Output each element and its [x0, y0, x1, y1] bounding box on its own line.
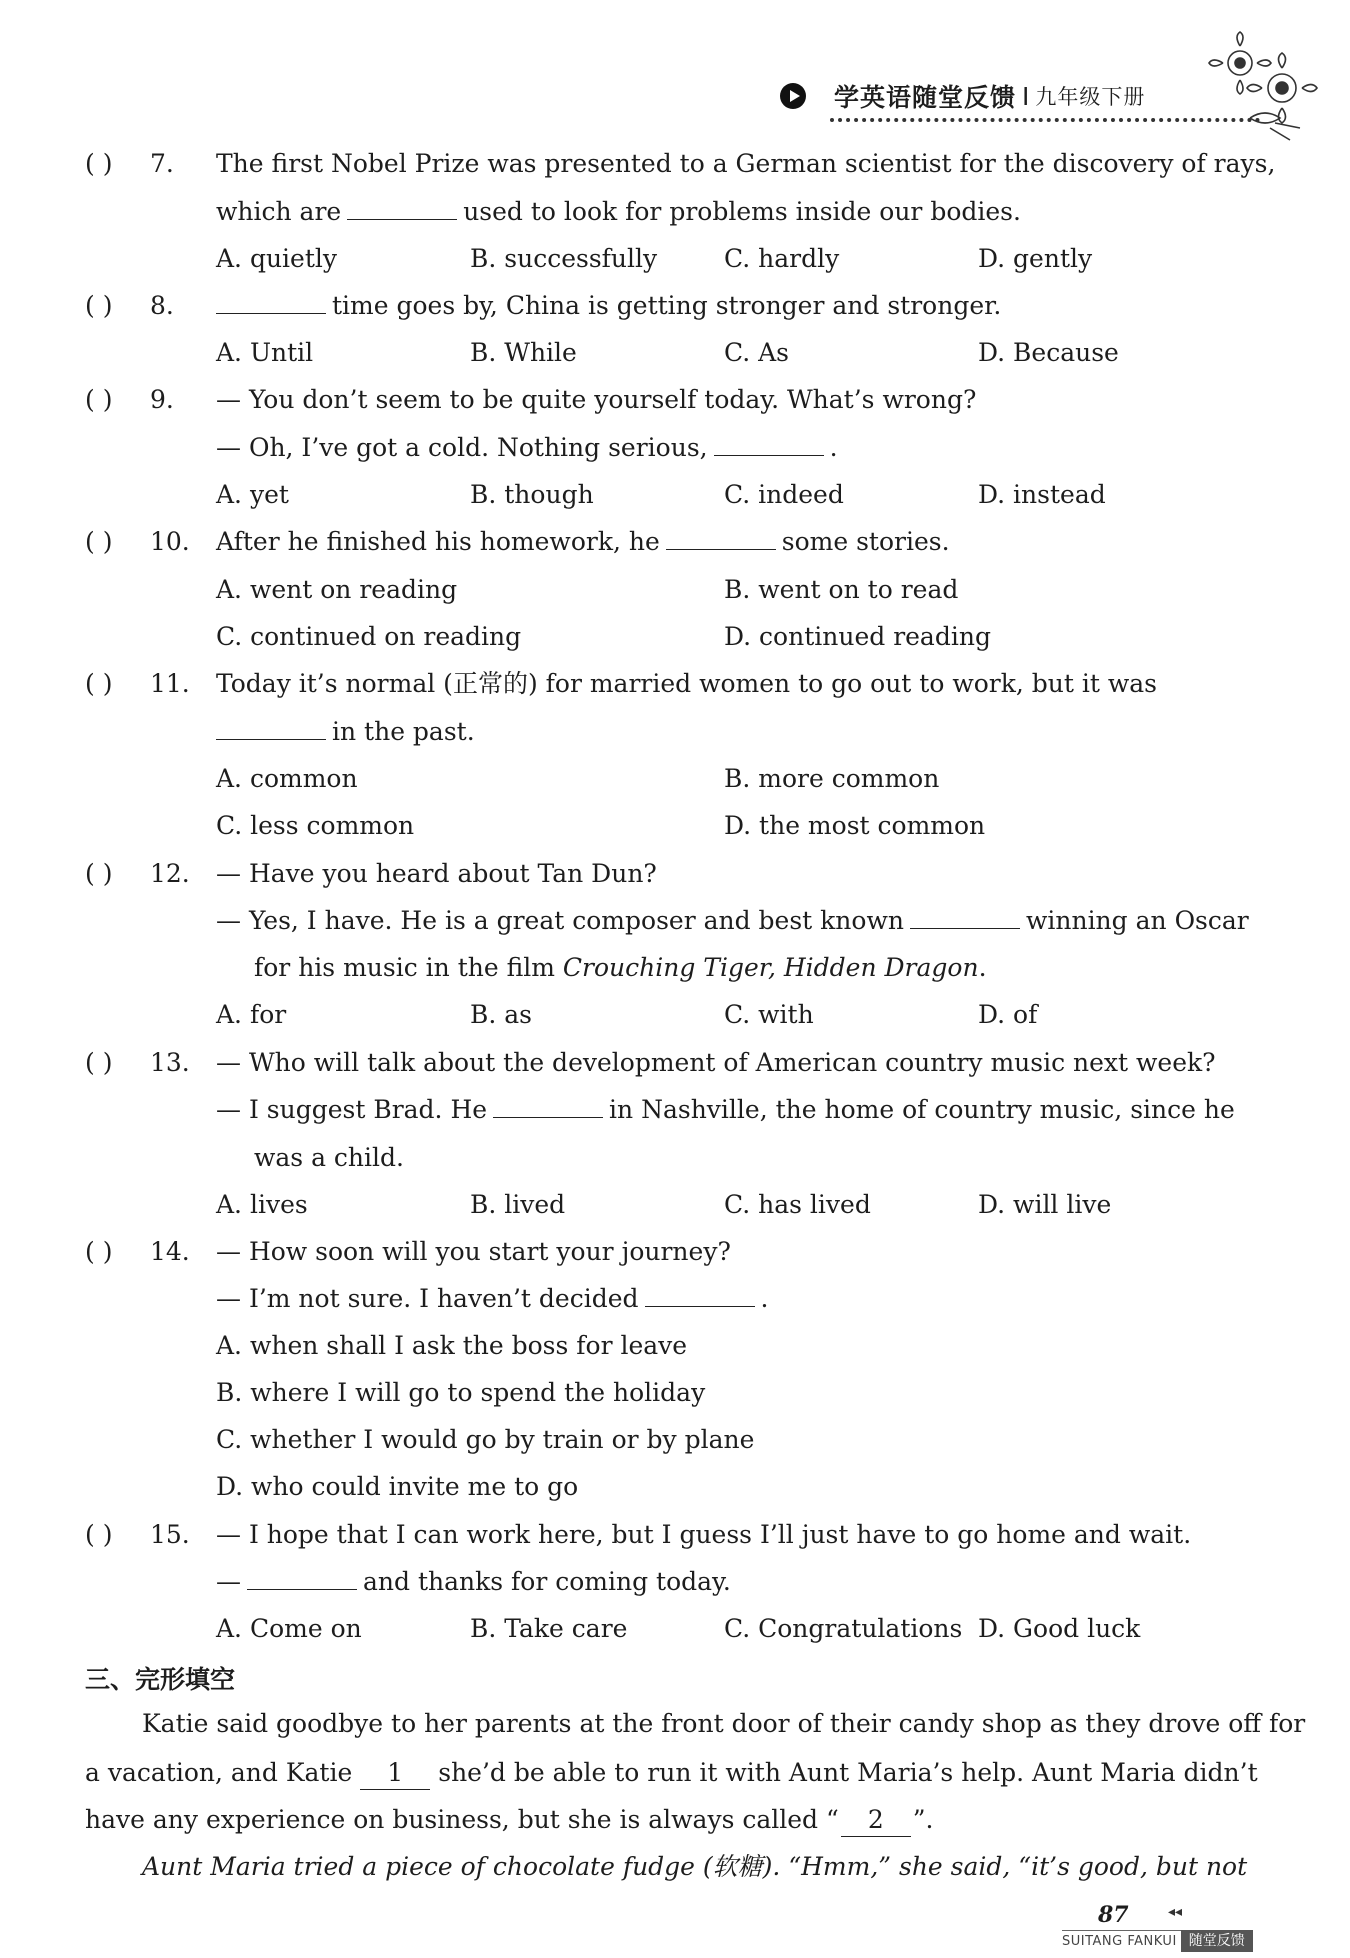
option-d[interactable]: D. gently: [978, 244, 1093, 273]
option-b[interactable]: B. though: [470, 480, 594, 509]
book-subtitle: 九年级下册: [1035, 85, 1146, 109]
cloze-blank-2[interactable]: 2: [841, 1804, 911, 1837]
footer-brand: [1062, 1930, 1253, 1952]
answer-blank[interactable]: [645, 1280, 755, 1307]
question-stem: [216, 1279, 768, 1319]
play-icon: [780, 83, 806, 109]
answer-blank[interactable]: [247, 1563, 357, 1590]
option-c[interactable]: C. less common: [216, 811, 415, 840]
stem-text: for his music in the film: [254, 953, 555, 982]
stem-text: .: [978, 953, 987, 982]
cloze-line: [142, 1847, 1247, 1887]
question-stem: [216, 1090, 1235, 1130]
title-separator: I: [1022, 81, 1030, 111]
answer-parentheses[interactable]: ( ): [85, 291, 113, 320]
option-c[interactable]: C. has lived: [724, 1190, 871, 1219]
question-number: 7.: [150, 149, 174, 178]
answer-blank[interactable]: [910, 902, 1020, 929]
stem-text: in Nashville, the home of country music, since he: [609, 1095, 1235, 1124]
answer-blank[interactable]: [666, 523, 776, 550]
option-a[interactable]: A. quietly: [216, 244, 338, 273]
cloze-blank-1[interactable]: 1: [360, 1757, 430, 1790]
brand-english: SUITANG FANKUI: [1062, 1930, 1181, 1952]
option-c[interactable]: C. As: [724, 338, 790, 367]
question-number: 14.: [150, 1237, 190, 1266]
header-dotted-rule: [830, 118, 1260, 122]
stem-text: .: [829, 433, 838, 462]
question-number: 11.: [150, 669, 190, 698]
question-stem: [216, 192, 1021, 232]
option-c[interactable]: C. with: [724, 1000, 814, 1029]
option-c[interactable]: C. whether I would go by train or by plane: [216, 1425, 755, 1454]
cloze-text: Aunt Maria tried a piece of chocolate fudge (软糖). “Hmm,” she said, “it’s good, but not: [142, 1852, 1248, 1881]
answer-parentheses[interactable]: ( ): [85, 1520, 113, 1549]
option-a[interactable]: A. when shall I ask the boss for leave: [216, 1331, 688, 1360]
question-number: 13.: [150, 1048, 190, 1077]
question-stem: [216, 712, 475, 752]
cloze-line: Katie said goodbye to her parents at the front door of their candy shop as they drove off for: [142, 1709, 1306, 1738]
option-c[interactable]: C. hardly: [724, 244, 840, 273]
option-a[interactable]: A. went on reading: [216, 575, 458, 604]
stem-text: —: [216, 1567, 241, 1596]
page-header: [780, 78, 1145, 114]
cloze-text: she’d be able to run it with Aunt Maria’s help. Aunt Maria didn’t: [438, 1758, 1258, 1787]
stem-text: and thanks for coming today.: [363, 1567, 731, 1596]
option-d[interactable]: D. Good luck: [978, 1614, 1141, 1643]
question-stem: was a child.: [254, 1143, 404, 1172]
question-number: 15.: [150, 1520, 190, 1549]
option-d[interactable]: D. Because: [978, 338, 1119, 367]
question-stem: [216, 286, 1001, 326]
answer-parentheses[interactable]: ( ): [85, 1237, 113, 1266]
option-a[interactable]: A. Until: [216, 338, 314, 367]
stem-text: — Yes, I have. He is a great composer and best known: [216, 906, 904, 935]
option-d[interactable]: D. who could invite me to go: [216, 1472, 579, 1501]
option-d[interactable]: D. instead: [978, 480, 1106, 509]
brand-chinese: 随堂反馈: [1181, 1930, 1253, 1952]
cloze-text: have any experience on business, but she is always called “: [85, 1805, 839, 1834]
section-title-cloze: 三、完形填空: [85, 1665, 236, 1694]
option-a[interactable]: A. common: [216, 764, 358, 793]
answer-parentheses[interactable]: ( ): [85, 527, 113, 556]
question-stem: — I hope that I can work here, but I guess I’ll just have to go home and wait.: [216, 1520, 1192, 1549]
question-stem: — You don’t seem to be quite yourself today. What’s wrong?: [216, 385, 977, 414]
stem-text: some stories.: [781, 527, 950, 556]
option-d[interactable]: D. the most common: [724, 811, 986, 840]
answer-parentheses[interactable]: ( ): [85, 859, 113, 888]
question-stem: [216, 1562, 731, 1602]
question-stem: [216, 522, 950, 562]
question-stem: — How soon will you start your journey?: [216, 1237, 731, 1266]
cloze-text: ”.: [912, 1805, 934, 1834]
question-number: 10.: [150, 527, 190, 556]
page-arrows-icon: ◂◂: [1168, 1904, 1183, 1920]
option-b[interactable]: B. successfully: [470, 244, 658, 273]
stem-text: which are: [216, 197, 342, 226]
stem-text: — Oh, I’ve got a cold. Nothing serious,: [216, 433, 708, 462]
answer-parentheses[interactable]: ( ): [85, 385, 113, 414]
option-b[interactable]: B. lived: [470, 1190, 566, 1219]
answer-parentheses[interactable]: ( ): [85, 1048, 113, 1077]
option-a[interactable]: A. Come on: [216, 1614, 362, 1643]
stem-text: time goes by, China is getting stronger and stronger.: [332, 291, 1002, 320]
cloze-text: a vacation, and Katie: [85, 1758, 353, 1787]
option-b[interactable]: B. more common: [724, 764, 940, 793]
question-stem: [216, 428, 838, 468]
page-number: 87: [1098, 1902, 1129, 1928]
option-d[interactable]: D. will live: [978, 1190, 1112, 1219]
option-b[interactable]: B. as: [470, 1000, 532, 1029]
option-a[interactable]: A. for: [216, 1000, 287, 1029]
question-stem: [216, 901, 1249, 941]
stem-text: After he finished his homework, he: [216, 527, 660, 556]
answer-blank[interactable]: [493, 1091, 603, 1118]
question-number: 8.: [150, 291, 174, 320]
book-title: 学英语随堂反馈: [834, 83, 1017, 112]
stem-text: in the past.: [332, 717, 475, 746]
answer-blank[interactable]: [714, 429, 824, 456]
answer-blank[interactable]: [216, 713, 326, 740]
option-b[interactable]: B. where I will go to spend the holiday: [216, 1378, 706, 1407]
sunflower-decoration-icon: [1200, 28, 1320, 148]
option-b[interactable]: B. Take care: [470, 1614, 628, 1643]
option-a[interactable]: A. yet: [216, 480, 289, 509]
question-stem: [254, 948, 987, 988]
question-stem: — Who will talk about the development of American country music next week?: [216, 1048, 1216, 1077]
stem-text: winning an Oscar: [1025, 906, 1249, 935]
option-b[interactable]: B. went on to read: [724, 575, 959, 604]
film-title: Crouching Tiger, Hidden Dragon: [562, 953, 979, 982]
cloze-line: [85, 1753, 1258, 1793]
question-stem: The first Nobel Prize was presented to a German scientist for the discovery of rays,: [216, 149, 1276, 178]
answer-parentheses[interactable]: ( ): [85, 149, 113, 178]
question-number: 9.: [150, 385, 174, 414]
stem-text: .: [760, 1284, 769, 1313]
stem-text: — I’m not sure. I haven’t decided: [216, 1284, 639, 1313]
cloze-line: [85, 1800, 934, 1840]
option-c[interactable]: C. Congratulations: [724, 1614, 963, 1643]
stem-text: used to look for problems inside our bodies.: [463, 197, 1021, 226]
question-stem: Today it’s normal (正常的) for married women to go out to work, but it was: [216, 669, 1157, 698]
option-b[interactable]: B. While: [470, 338, 577, 367]
option-a[interactable]: A. lives: [216, 1190, 308, 1219]
option-c[interactable]: C. continued on reading: [216, 622, 522, 651]
answer-parentheses[interactable]: ( ): [85, 669, 113, 698]
answer-blank[interactable]: [347, 193, 457, 220]
question-stem: — Have you heard about Tan Dun?: [216, 859, 657, 888]
stem-text: — I suggest Brad. He: [216, 1095, 488, 1124]
option-c[interactable]: C. indeed: [724, 480, 844, 509]
answer-blank[interactable]: [216, 287, 326, 314]
option-d[interactable]: D. of: [978, 1000, 1038, 1029]
question-number: 12.: [150, 859, 190, 888]
option-d[interactable]: D. continued reading: [724, 622, 991, 651]
